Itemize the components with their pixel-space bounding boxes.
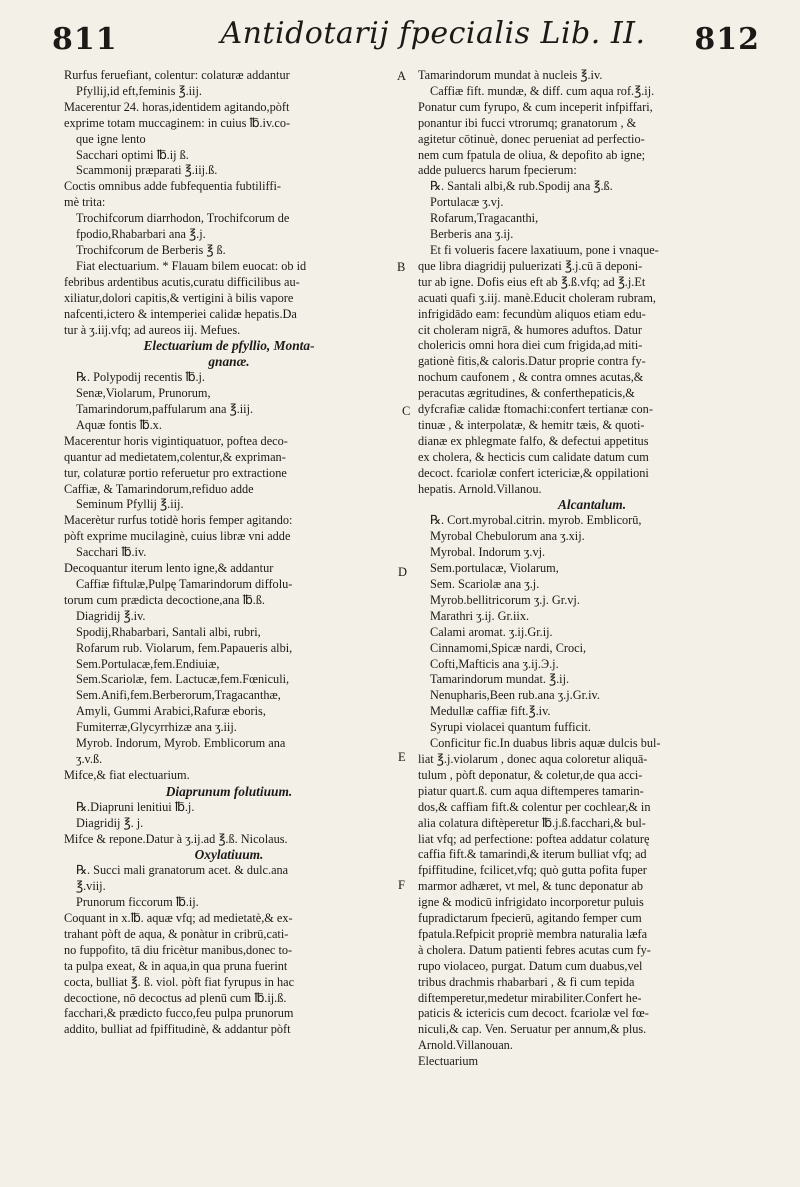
right-column-line: tribus drachmis rhabarbari , & fi cum tepida (418, 974, 635, 989)
right-column-line: Berberis ana ʒ.ij. (430, 227, 514, 242)
right-column-line: agitetur cōtinuè, donec perueniat ad perfectio- (418, 131, 645, 146)
right-column-line: Myrobal. Indorum ʒ.vj. (430, 545, 546, 560)
right-column-line: nochum caufonem , & contra omnes acutas,& (418, 370, 644, 385)
left-column-line: Seminum Pfyllij ℥.iij. (76, 497, 184, 512)
left-column-line: Sem.Portulacæ,fem.Endiuiæ, (76, 656, 220, 671)
right-column-line: Calami aromat. ʒ.ij.Gr.ij. (430, 624, 553, 639)
left-column-line: Macerètur rurfus totidè horis femper agitando: (64, 513, 293, 528)
right-column-line: ex cholera, & hecticis cum calidate datum cum (418, 449, 649, 464)
left-column-line: Sacchari optimi ℔.ij ß. (76, 147, 189, 162)
left-column-line: quantur ad medietatem,colentur,& expriman- (64, 449, 286, 464)
left-column-line: mè trita: (64, 195, 106, 210)
right-column-line: cholericis omni hora diei cum frigida,ad miti- (418, 338, 643, 353)
right-column-line: fpiffitudine, fcilicet,vfq; quò gutta pofita fuper (418, 863, 647, 878)
left-column-line: tur à ʒ.iij.vfq; ad aureos iij. Mefues. (64, 322, 241, 337)
right-column-line: Tamarindorum mundat. ℥.ij. (430, 672, 570, 687)
right-column-line: fpatula.Refpicit propriè membra naturalia læfa (418, 926, 648, 941)
left-column-line: Scammonij præparati ℥.iij.ß. (76, 163, 218, 178)
right-column-line: Alcantalum. (557, 497, 627, 513)
right-column-line: cit choleram nigrā, & humores aduftos. Datur (418, 322, 643, 337)
left-column-line: xiliatur,dolori capitis,& vertigini à bilis vapore (64, 290, 294, 305)
left-column-line: fpodio,Rhabarbari ana ℥.j. (76, 227, 206, 242)
left-column-line: tur, colaturæ portio referuetur pro extractione (64, 465, 287, 480)
left-column-line: Mifce & repone.Datur à ʒ.ij.ad ℥.ß. Nicolaus. (64, 831, 288, 846)
right-column-line: piatur quart.ß. cum aqua diftemperes tamarin- (418, 783, 644, 798)
right-column-line: paticis & ictericis cum decoct. fcariolæ vel fœ- (418, 1006, 649, 1021)
right-column-line: tinuæ , & interpolatæ, & hemitr tæis, & quoti- (418, 417, 645, 432)
right-column-line: gationè fitis,& caloris.Datur proprie contra fy- (418, 354, 646, 369)
left-column-line: Fiat electuarium. * Flauam bilem euocat: ob id (76, 258, 307, 273)
left-column-line: ℞.Diapruni lenitiui ℔.j. (76, 799, 195, 814)
left-column-line: Pfyllij,id eft,feminis ℥.iij. (76, 83, 202, 98)
left-column-line: exprime totam muccaginem: in cuius ℔.iv.co- (64, 115, 291, 130)
right-column-line: infrigidādo eam: fecundùm aliquos etiam edu- (418, 306, 646, 321)
left-column-line: no fuppofito, tā diu fricètur manibus,donec to- (64, 942, 293, 957)
right-column-line: Nenupharis,Been rub.ana ʒ.j.Gr.iv. (430, 688, 600, 703)
margin-letter-a: A (397, 69, 407, 83)
right-column-line: à cholera. Datum patienti febres acutas cum fy- (418, 942, 651, 957)
left-column-line: Trochifcorum de Berberis ℥ ß. (76, 242, 226, 257)
right-column-line: peracutas ægritudines, & conferthepaticis,& (418, 386, 635, 401)
right-column-line: Cofti,Mafticis ana ʒ.ij.Э.j. (430, 656, 559, 671)
left-column-line: Spodij,Rhabarbari, Santali albi, rubri, (76, 624, 261, 639)
left-column-line: Mifce,& fiat electuarium. (64, 767, 190, 782)
right-column-line: caffia fift.& tamarindi,& iterum bulliat vfq; ad (418, 847, 647, 862)
right-column-line: igne & modicū infrigidato incorporetur puluis (418, 895, 644, 910)
right-column-line: ℞. Santali albi,& rub.Spodij ana ℥.ß. (430, 179, 613, 194)
left-column-line: Macerentur horis vigintiquatuor, poftea deco- (64, 433, 288, 448)
left-column-line: Decoquantur iterum lento igne,& addantur (64, 561, 274, 576)
left-column-line: Diagridij ℥.iv. (76, 608, 146, 623)
left-column-line: Senæ,Violarum, Prunorum, (76, 386, 211, 401)
right-column-line: liat vfq; ad perfectione: poftea addatur colaturę (418, 831, 650, 846)
right-column-line: rupo violaceo, purgat. Datum cum duabus,vel (418, 958, 643, 973)
right-text-column (418, 68, 766, 1070)
left-column-line: decoctione, nō decoctus ad plenū cum ℔.ij.ß. (64, 990, 287, 1005)
left-column-line: Myrob. Indorum, Myrob. Emblicorum ana (76, 736, 286, 751)
right-column-line: liat ℥.j.violarum , donec aqua coloretur aliquā- (418, 751, 648, 766)
right-column-line: Caffiæ fift. mundæ, & diff. cum aqua rof.℥.ij. (430, 83, 655, 98)
left-column-line: gnanæ. (208, 354, 250, 370)
left-column-line: Sacchari ℔.iv. (76, 545, 147, 560)
right-column-line: Syrupi violacei quantum fufficit. (430, 720, 591, 735)
right-column-line: Marathri ʒ.ij. Gr.iix. (430, 608, 530, 623)
right-column-line: nem cum fpatula de oliua, & depofito ab igne; (418, 147, 646, 162)
left-column-line: ℞. Succi mali granatorum acet. & dulc.ana (76, 863, 289, 878)
right-column-line: Arnold.Villanouan. (418, 1038, 513, 1053)
right-column-line: Rofarum,Tragacanthi, (430, 211, 539, 226)
right-column-line: dos,& caffiam fift.& colentur per cochlear,& in (418, 799, 651, 814)
left-column-line: Sem.Anifi,fem.Berberorum,Tragacanthæ, (76, 688, 281, 703)
right-column-line: que libra diagridij puluerizati ℥.j.cū ā deponi- (418, 258, 643, 273)
left-column-line: trahant pòft de aqua, & ponàtur in cribrū,cati- (64, 926, 289, 941)
right-column-line: ponantur ibi fucci vtrorumq; granatorum , & (418, 115, 637, 130)
right-column-line: acuati quafi ʒ.iij. manè.Educit choleram rubram, (418, 290, 656, 305)
left-column-line: nafcenti,ictero & intemperiei calidæ hepatis.Da (64, 306, 297, 321)
left-column-line: cocta, bulliat ℥. ß. viol. pòft fiat fyrupus in hac (64, 974, 295, 989)
right-column-line: Ponatur cum fyrupo, & cum inceperit infpiffari, (418, 99, 653, 114)
right-column-line: tulum , pòft deponatur, & coletur,de qua acci- (418, 767, 643, 782)
left-column-line: Coctis omnibus adde fubfequentia fubtiliffi- (64, 179, 281, 194)
right-column-line: marmor adhæret, vt mel, & tunc deponatur ab (418, 879, 644, 894)
right-column-line: fupradictarum fpecierū, agitando femper cum (418, 911, 642, 926)
left-column-line: Amyli, Gummi Arabici,Rafuræ eboris, (76, 704, 266, 719)
right-column-line: Tamarindorum mundat à nucleis ℥.iv. (418, 68, 603, 82)
running-title: Antidotarij fpecialis Lib. II. (220, 16, 646, 51)
left-column-line: febribus ardentibus acutis,curatu difficilibus au- (64, 274, 300, 289)
left-column-line: Diaprunum folutiuum. (165, 783, 293, 799)
right-column-line: dianæ ex phlegmate falfo, & defectui appetitus (418, 433, 649, 448)
left-column-line: ℞. Polypodij recentis ℔.j. (76, 370, 206, 385)
left-column-line: Macerentur 24. horas,identidem agitando,pòft (64, 99, 290, 114)
page-number-left: 811 (52, 22, 118, 57)
left-column-line: pòft exprime mucilaginè, cuius libræ vni adde (64, 529, 291, 544)
right-column-line: Cinnamomi,Spicæ nardi, Croci, (430, 640, 587, 655)
margin-letter-e: E (398, 750, 406, 764)
left-column-line: facchari,& prædicto fucco,feu pulpa prunorum (64, 1006, 294, 1021)
right-column-line: Medullæ caffiæ fift.℥.iv. (430, 704, 551, 719)
left-column-line: addito, bulliat ad fpiffitudinè, & addantur pòft (64, 1022, 291, 1037)
running-header (0, 8, 800, 58)
right-column-line: Et fi volueris facere laxatiuum, pone i vnaque- (430, 242, 659, 257)
margin-letter-c: C (402, 404, 411, 418)
left-column-line: Electuarium de pfyllio, Monta- (143, 338, 315, 354)
left-column-line: Aquæ fontis ℔.x. (76, 417, 162, 432)
left-column-line: Diagridij ℥. j. (76, 815, 144, 830)
left-text-column (64, 68, 394, 1038)
right-column-line: ℞. Cort.myrobal.citrin. myrob. Emblicorū, (430, 513, 642, 528)
left-column-line: ta pulpa exeat, & in aqua,in qua pruna fuerint (64, 958, 288, 973)
left-column-line: Coquant in x.℔. aquæ vfq; ad medietatè,& ex- (64, 911, 293, 926)
right-column-line: Sem. Scariolæ ana ʒ.j. (430, 577, 540, 591)
left-column-line: Sem.Scariolæ, fem. Lactucæ,fem.Fœniculi, (76, 672, 290, 687)
left-column-line: Tamarindorum,paffularum ana ℥.iij. (76, 402, 254, 417)
right-column-line: Portulacæ ʒ.vj. (430, 195, 504, 210)
right-column-line: dyfcrafiæ calidæ ftomachi:confert tertianæ con- (418, 402, 653, 417)
margin-letter-d: D (398, 565, 408, 579)
right-column-line: Sem.portulacæ, Violarum, (430, 561, 559, 576)
left-column-line: Fumiterræ,Glycyrrhizæ ana ʒ.iij. (76, 720, 237, 735)
left-column-line: ʒ.v.ß. (76, 751, 103, 766)
margin-letter-b: B (397, 260, 406, 274)
right-column-line: Myrobal Chebulorum ana ʒ.xij. (430, 529, 585, 544)
left-column-line: ℥.viij. (76, 879, 106, 894)
left-column-line: Rurfus feruefiant, colentur: colaturæ addantur (64, 68, 290, 82)
left-column-line: Caffiæ, & Tamarindorum,refiduo adde (64, 481, 254, 496)
right-column-line: Conficitur fic.In duabus libris aquæ dulcis bul- (430, 736, 661, 751)
left-column-line: Oxylatiuum. (194, 847, 264, 863)
left-column-line: Prunorum ficcorum ℔.ij. (76, 895, 199, 910)
right-column-line: tur ab igne. Dofis eius eft ab ℥.ß.vfq; ad ℥.j.Et (418, 274, 646, 289)
page-number-right: 812 (694, 22, 760, 57)
right-column-line: Electuarium (418, 1054, 479, 1069)
right-column-line: diftemperetur,medetur mirabiliter.Confert he- (418, 990, 642, 1005)
margin-letter-f: F (398, 878, 405, 892)
right-column-line: hepatis. Arnold.Villanou. (418, 481, 542, 496)
left-column-line: Trochifcorum diarrhodon, Trochifcorum de (76, 211, 290, 226)
left-column-line: torum cum prædicta decoctione,ana ℔.ß. (64, 592, 265, 607)
right-column-line: Myrob.bellitricorum ʒ.j. Gr.vj. (430, 592, 580, 607)
right-column-line: alia colatura diftèperetur ℔.j.ß.facchari,& bul- (418, 815, 646, 830)
left-column-line: Rofarum rub. Violarum, fem.Papaueris albi, (76, 640, 293, 655)
right-column-line: decoct. fcariolæ confert ictericiæ,& oppilationi (418, 465, 649, 480)
right-column-line: adde puluercs harum fpecierum: (418, 163, 577, 178)
left-column-line: Caffiæ fiftulæ,Pulpę Tamarindorum diffolu- (76, 577, 293, 591)
right-column-line: niculi,& cap. Ven. Seruatur per annum,& plus. (418, 1022, 647, 1037)
left-column-line: que igne lento (76, 131, 146, 146)
